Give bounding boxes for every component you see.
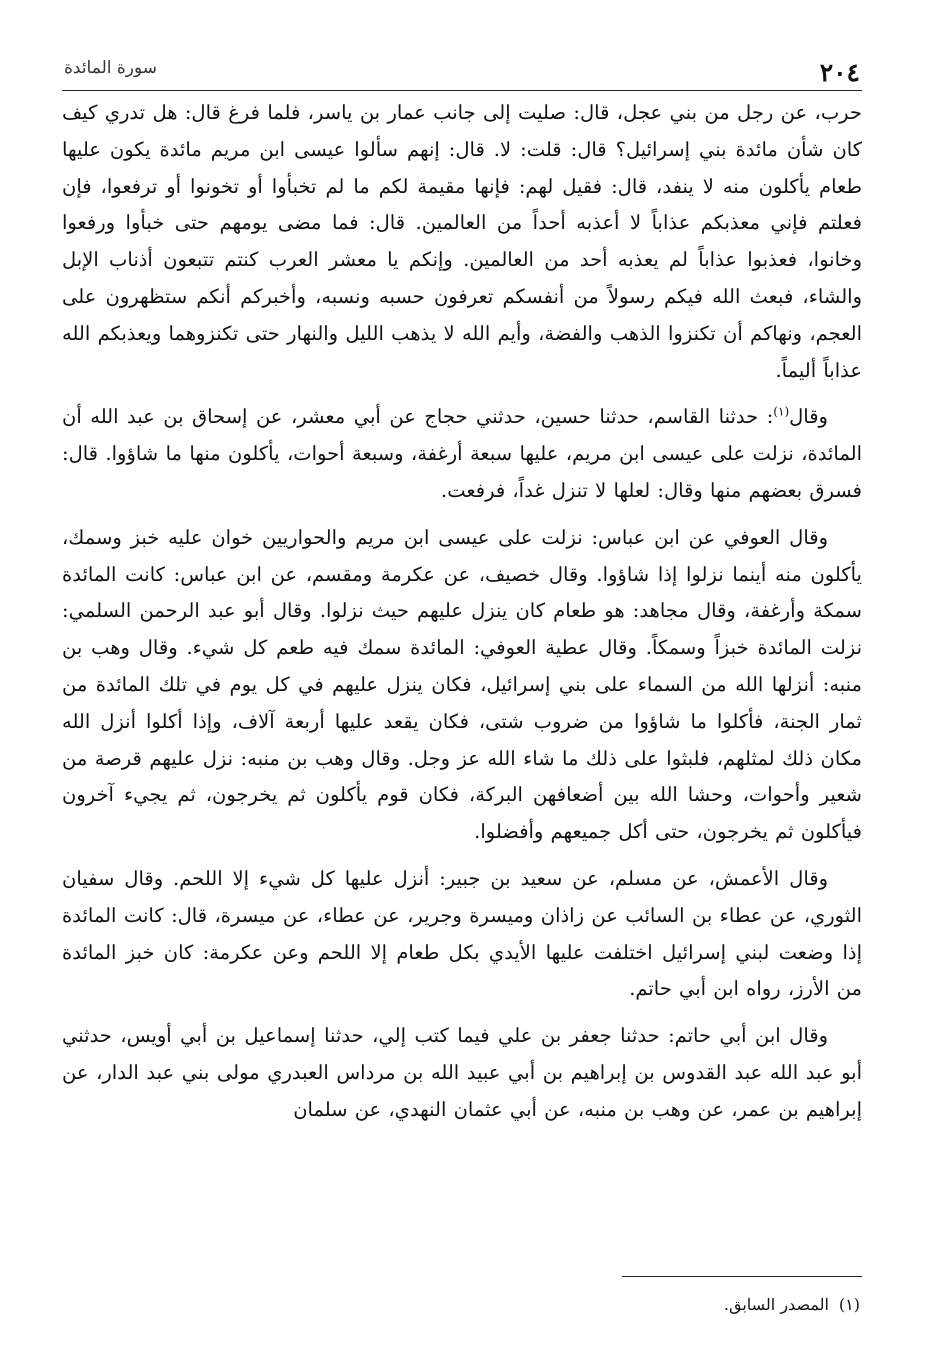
paragraph-5: وقال ابن أبي حاتم: حدثنا جعفر بن علي فيما كتب إلي، حدثنا إسماعيل بن أبي أويس، حدثني أبو عبد الله عبد القدوس بن إبراهيم بن أبي عبيد الله بن مرداس العبدري مولى بني عبد الدار، عن إبراهيم بن عمر، عن وهب بن منبه، عن أبي عثمان النهدي، عن سلمان — [62, 1024, 862, 1121]
surah-title: سورة المائدة — [64, 58, 158, 78]
main-text — [62, 95, 862, 1129]
footnote-marker: (١) — [773, 404, 790, 419]
footnote-text: المصدر السابق. — [723, 1295, 829, 1314]
paragraph-1: حرب، عن رجل من بني عجل، قال: صليت إلى جانب عمار بن ياسر، فلما فرغ قال: هل تدري كيف كان شأن مائدة بني إسرائيل؟ قال: قلت: لا. قال: إنهم سألوا عيسى ابن مريم مائدة يكون عليها طعام يأكلون منه لا ينفد، قال: فقيل لهم: فإنها مقيمة لكم ما لم تخبأوا أو تخونوا أو ترفعوا، فإن فعلتم فإني معذبكم عذاباً لا أعذبه أحداً من العالمين. قال: فما مضى يومهم حتى خبأوا ورفعوا وخانوا، فعذبوا عذاباً لم يعذبه أحد من العالمين. وإنكم يا معشر العرب كنتم تتبعون أذناب الإبل والشاء، فبعث الله فيكم رسولاً من أنفسكم تعرفون حسبه ونسبه، وأخبركم أنكم ستظهرون على العجم، ونهاكم أن تكنزوا الذهب والفضة، وأيم الله لا يذهب الليل والنهار حتى تكنزوهما ويعذبكم الله عذاباً أليماً. — [62, 101, 862, 382]
running-head — [62, 52, 862, 91]
paragraph-2-lead: وقال — [789, 405, 828, 429]
paragraph-3: وقال العوفي عن ابن عباس: نزلت على عيسى ابن مريم والحواريين خوان عليه خبز وسمك، يأكلون منه أينما نزلوا إذا شاؤوا. وقال خصيف، عن عكرمة ومقسم، عن ابن عباس: كانت المائدة سمكة وأرغفة، وقال مجاهد: هو طعام كان ينزل عليهم حيث نزلوا. وقال أبو عبد الرحمن السلمي: نزلت المائدة خبزاً وسمكاً. وقال عطية العوفي: المائدة سمك فيه طعم كل شيء. وقال وهب بن منبه: أنزلها الله من السماء على بني إسرائيل، فكان ينزل عليهم في كل يوم في تلك المائدة من ثمار الجنة، فأكلوا ما شاؤوا من ضروب شتى، فكان يقعد عليها أربعة آلاف، وإذا أكلوا أنزل الله مكان ذلك لمثلهم، فلبثوا على ذلك ما شاء الله عز وجل. وقال وهب بن منبه: نزل عليهم قرصة من شعير وأحوات، وحشا الله بين أضعافهن البركة، فكان قوم يأكلون ثم يخرجون، ثم يجيء آخرون فيأكلون ثم يخرجون، حتى أكل جميعهم وأفضلوا. — [62, 525, 862, 844]
paragraph-4: وقال الأعمش، عن مسلم، عن سعيد بن جبير: أنزل عليها كل شيء إلا اللحم. وقال سفيان الثوري، عن عطاء بن السائب عن زاذان وميسرة وجرير، عن عطاء، عن ميسرة، قال: كانت المائدة إذا وضعت لبني إسرائيل اختلفت عليها الأيدي بكل طعام إلا اللحم وعن عكرمة: كان خبز المائدة من الأرز، رواه ابن أبي حاتم. — [62, 866, 862, 1001]
footnote-separator — [622, 1276, 862, 1277]
paragraph-2: وقال$^{(١)}$: حدثنا القاسم، حدثنا حسين، حدثني حجاج عن أبي معشر، عن إسحاق بن عبد الله أن المائدة، نزلت على عيسى ابن مريم، عليها سبعة أرغفة، وسبعة أحوات، يأكلون منها ما شاؤوا. قال: فسرق بعضهم منها وقال: لعلها لا تنزل غداً، فرفعت. — [62, 404, 862, 502]
footnote-number: (١) — [838, 1295, 860, 1314]
paragraph-2-text: حدثنا القاسم، حدثنا حسين، حدثني حجاج عن أبي معشر، عن إسحاق بن عبد الله أن المائدة، نزلت على عيسى ابن مريم، عليها سبعة أرغفة، وسبعة أحوات، يأكلون منها ما شاؤوا. قال: فسرق بعضهم منها وقال: لعلها لا تنزل غداً، فرفعت. — [62, 405, 862, 502]
page-number: ٢٠٤ — [819, 58, 860, 87]
footnote — [724, 1294, 860, 1316]
book-page — [62, 52, 862, 1342]
